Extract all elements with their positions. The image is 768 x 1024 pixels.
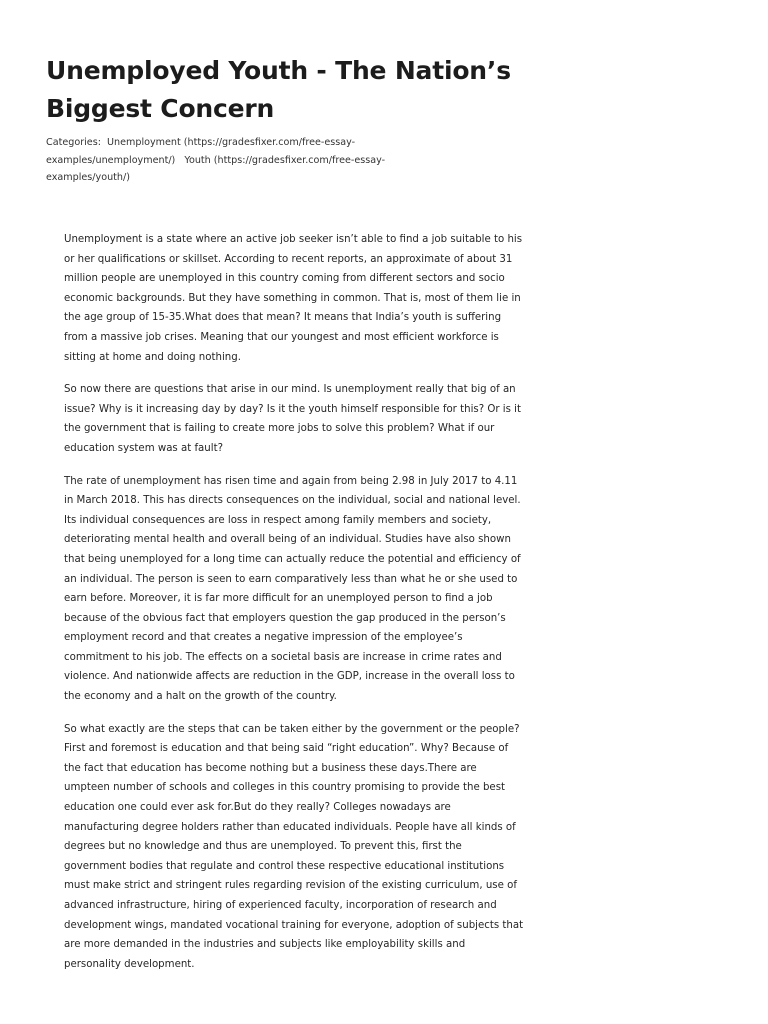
category-link-unemployment[interactable]: Unemployment (https://gradesfixer.com/free-essay-examples/unemployment/) [46, 137, 356, 166]
categories-line [46, 134, 386, 187]
category-link-youth[interactable]: Youth (https://gradesfixer.com/free-essay-examples/youth/) [46, 154, 386, 183]
essay-paragraph: Unemployment is a state where an active job seeker isn’t able to find a job suitable to his or her qualifications or skillset. According to recent reports, an approximate of about 31 million people are unemployed in this country coming from different sectors and socio economic backgrounds. But they have something in common. That is, most of them lie in the age group of 15-35.What does that mean? It means that India’s youth is suffering from a massive job crises. Meaning that our youngest and most efficient workforce is sitting at home and doing nothing. [64, 234, 523, 363]
essay-paragraph: So now there are questions that arise in our mind. Is unemployment really that big of an issue? Why is it increasing day by day? Is it the youth himself responsible for this? Or is it the government that is failing to create more jobs to solve this problem? What if our education system was at fault? [64, 384, 521, 454]
essay-paragraph: The rate of unemployment has risen time and again from being 2.98 in July 2017 to 4.11 in March 2018. This has directs consequences on the individual, social and national level. Its individual consequences are loss in respect among family members and society, deteriorating mental health and overall being of an individual. Studies have also shown that being unemployed for a long time can actually reduce the potential and efficiency of an individual. The person is seen to earn comparatively less than what he or she used to earn before. Moreover, it is far more difficult for an unemployed person to find a job because of the obvious fact that employers question the gap produced in the person’s employment record and that creates a negative impression of the employee’s commitment to his job. The effects on a societal basis are increase in crime rates and violence. And nationwide affects are reduction in the GDP, increase in the overall loss to the economy and a halt on the growth of the country. [64, 475, 521, 703]
page-title: Unemployed Youth - The Nation’s Biggest Concern [46, 56, 511, 123]
essay-body [64, 230, 524, 987]
essay-paragraph: So what exactly are the steps that can be taken either by the government or the people? First and foremost is education and that being said “right education”. Why? Because of the fact that education has become nothing but a business these days.There are umpteen number of schools and colleges in this country promising to provide the best education one could ever ask for.But do they really? Colleges nowadays are manufacturing degree holders rather than educated individuals. People have all kinds of degrees but no knowledge and thus are unemployed. To prevent this, first the government bodies that regulate and control these respective educational institutions must make strict and stringent rules regarding revision of the existing curriculum, use of advanced infrastructure, hiring of experienced faculty, incorporation of research and development wings, mandated vocational training for everyone, adoption of subjects that are more demanded in the industries and subjects like employability skills and personality development. [64, 723, 524, 970]
categories-label: Categories: [46, 137, 101, 148]
